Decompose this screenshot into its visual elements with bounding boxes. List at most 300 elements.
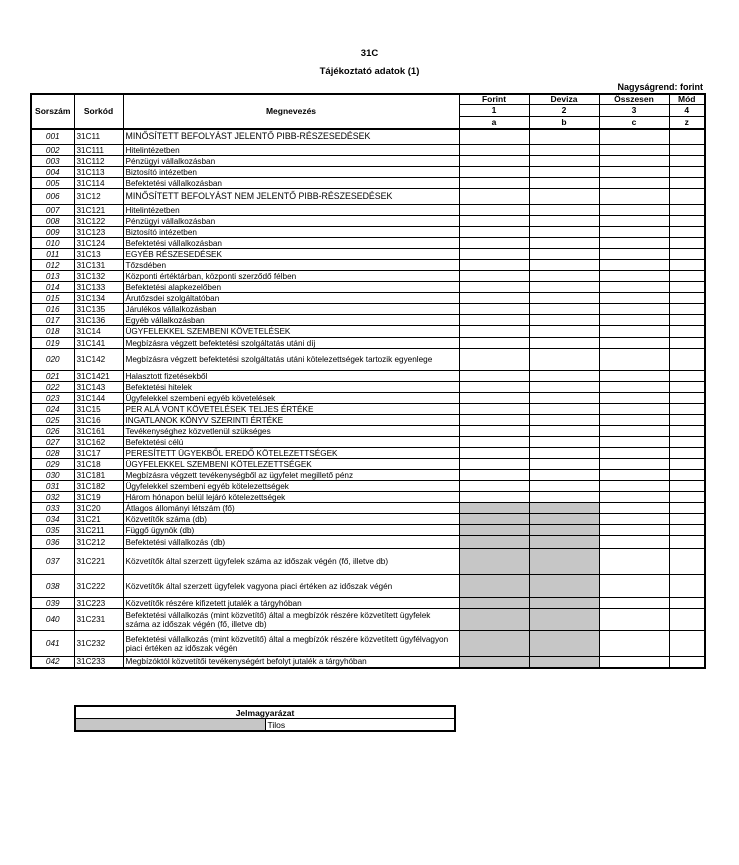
cell-mod[interactable] [669, 271, 705, 282]
cell-forint[interactable] [459, 315, 529, 326]
row-number: 033 [31, 503, 74, 514]
cell-deviza[interactable] [529, 609, 599, 631]
cell-mod[interactable] [669, 145, 705, 156]
cell-forint[interactable] [459, 459, 529, 470]
row-name: Közvetítők száma (db) [123, 514, 459, 525]
row-number: 019 [31, 338, 74, 349]
cell-osszesen[interactable] [599, 338, 669, 349]
row-code: 31C132 [74, 271, 123, 282]
cell-forint[interactable] [459, 426, 529, 437]
table-row [31, 503, 705, 514]
cell-mod[interactable] [669, 657, 705, 668]
cell-osszesen[interactable] [599, 282, 669, 293]
cell-forint[interactable] [459, 304, 529, 315]
cell-deviza[interactable] [529, 514, 599, 525]
cell-forint[interactable] [459, 549, 529, 575]
cell-osszesen[interactable] [599, 657, 669, 668]
cell-mod[interactable] [669, 492, 705, 503]
row-code: 31C142 [74, 349, 123, 371]
table-row [31, 382, 705, 393]
row-number: 002 [31, 145, 74, 156]
row-code: 31C15 [74, 404, 123, 415]
row-name: Közvetítők által szerzett ügyfelek száma az időszak végén (fő, illetve db) [123, 549, 459, 575]
cell-deviza[interactable] [529, 631, 599, 657]
cell-osszesen[interactable] [599, 598, 669, 609]
row-name: MINŐSÍTETT BEFOLYÁST JELENTŐ PIBB-RÉSZESEDÉSEK [123, 129, 459, 145]
header-mod: Mód [669, 94, 705, 105]
cell-osszesen[interactable] [599, 260, 669, 271]
cell-forint[interactable] [459, 129, 529, 145]
cell-forint[interactable] [459, 145, 529, 156]
cell-forint[interactable] [459, 415, 529, 426]
data-table [30, 93, 706, 669]
row-code: 31C121 [74, 205, 123, 216]
table-row [31, 304, 705, 315]
row-number: 023 [31, 393, 74, 404]
row-name: Közvetítők részére kifizetett jutalék a tárgyhóban [123, 598, 459, 609]
table-row [31, 249, 705, 260]
header-num-2: 2 [529, 105, 599, 117]
cell-deviza[interactable] [529, 167, 599, 178]
cell-mod[interactable] [669, 404, 705, 415]
cell-mod[interactable] [669, 189, 705, 205]
row-name: Befektetési vállalkozásban [123, 238, 459, 249]
cell-mod[interactable] [669, 167, 705, 178]
cell-mod[interactable] [669, 481, 705, 492]
cell-forint[interactable] [459, 514, 529, 525]
header-num-4: 4 [669, 105, 705, 117]
cell-osszesen[interactable] [599, 271, 669, 282]
cell-osszesen[interactable] [599, 129, 669, 145]
row-code: 31C141 [74, 338, 123, 349]
cell-osszesen[interactable] [599, 631, 669, 657]
cell-deviza[interactable] [529, 349, 599, 371]
row-number: 036 [31, 536, 74, 549]
cell-mod[interactable] [669, 470, 705, 481]
row-name: ÜGYFELEKKEL SZEMBENI KÖTELEZETTSÉGEK [123, 459, 459, 470]
cell-deviza[interactable] [529, 156, 599, 167]
header-num-1: 1 [459, 105, 529, 117]
row-name: Hitelintézetben [123, 145, 459, 156]
row-code: 31C222 [74, 575, 123, 598]
cell-mod[interactable] [669, 371, 705, 382]
cell-forint[interactable] [459, 382, 529, 393]
cell-mod[interactable] [669, 129, 705, 145]
cell-osszesen[interactable] [599, 249, 669, 260]
row-code: 31C135 [74, 304, 123, 315]
cell-mod[interactable] [669, 260, 705, 271]
cell-mod[interactable] [669, 227, 705, 238]
row-number: 039 [31, 598, 74, 609]
row-code: 31C112 [74, 156, 123, 167]
cell-deviza[interactable] [529, 598, 599, 609]
row-code: 31C162 [74, 437, 123, 448]
table-row [31, 293, 705, 304]
cell-forint[interactable] [459, 536, 529, 549]
header-letter-a: a [459, 117, 529, 129]
cell-deviza[interactable] [529, 437, 599, 448]
row-number: 015 [31, 293, 74, 304]
cell-mod[interactable] [669, 598, 705, 609]
table-row [31, 549, 705, 575]
cell-forint[interactable] [459, 260, 529, 271]
cell-deviza[interactable] [529, 304, 599, 315]
cell-osszesen[interactable] [599, 304, 669, 315]
cell-deviza[interactable] [529, 271, 599, 282]
cell-deviza[interactable] [529, 536, 599, 549]
row-code: 31C124 [74, 238, 123, 249]
cell-forint[interactable] [459, 349, 529, 371]
cell-deviza[interactable] [529, 525, 599, 536]
cell-deviza[interactable] [529, 189, 599, 205]
cell-forint[interactable] [459, 371, 529, 382]
cell-deviza[interactable] [529, 129, 599, 145]
cell-deviza[interactable] [529, 459, 599, 470]
cell-mod[interactable] [669, 315, 705, 326]
cell-forint[interactable] [459, 238, 529, 249]
row-code: 31C144 [74, 393, 123, 404]
row-name: Pénzügyi vállalkozásban [123, 156, 459, 167]
header-sorkod: Sorkód [74, 94, 123, 129]
cell-forint[interactable] [459, 156, 529, 167]
table-row [31, 404, 705, 415]
row-name: Befektetési vállalkozásban [123, 178, 459, 189]
row-number: 009 [31, 227, 74, 238]
cell-osszesen[interactable] [599, 178, 669, 189]
row-name: Megbízóktól közvetítői tevékenységért befolyt jutalék a tárgyhóban [123, 657, 459, 668]
table-row [31, 631, 705, 657]
cell-osszesen[interactable] [599, 437, 669, 448]
cell-forint[interactable] [459, 167, 529, 178]
row-number: 004 [31, 167, 74, 178]
row-name: Halasztott fizetésekből [123, 371, 459, 382]
cell-mod[interactable] [669, 631, 705, 657]
header-deviza: Deviza [529, 94, 599, 105]
cell-deviza[interactable] [529, 145, 599, 156]
cell-deviza[interactable] [529, 338, 599, 349]
row-code: 31C114 [74, 178, 123, 189]
row-name: Biztosító intézetben [123, 227, 459, 238]
cell-forint[interactable] [459, 189, 529, 205]
row-number: 029 [31, 459, 74, 470]
row-code: 31C122 [74, 216, 123, 227]
table-row [31, 437, 705, 448]
cell-osszesen[interactable] [599, 145, 669, 156]
cell-deviza[interactable] [529, 415, 599, 426]
cell-forint[interactable] [459, 282, 529, 293]
cell-osszesen[interactable] [599, 525, 669, 536]
cell-osszesen[interactable] [599, 293, 669, 304]
cell-deviza[interactable] [529, 282, 599, 293]
row-name: MINŐSÍTETT BEFOLYÁST NEM JELENTŐ PIBB-RÉSZESEDÉSEK [123, 189, 459, 205]
row-name: Tőzsdében [123, 260, 459, 271]
cell-mod[interactable] [669, 349, 705, 371]
cell-mod[interactable] [669, 338, 705, 349]
cell-mod[interactable] [669, 448, 705, 459]
header-osszesen: Összesen [599, 94, 669, 105]
cell-forint[interactable] [459, 609, 529, 631]
row-number: 007 [31, 205, 74, 216]
cell-mod[interactable] [669, 609, 705, 631]
row-name: Megbízásra végzett befektetési szolgáltatás utáni kötelezettségek tartozik egyenlege [123, 349, 459, 371]
cell-deviza[interactable] [529, 315, 599, 326]
table-body [31, 129, 705, 668]
cell-forint[interactable] [459, 271, 529, 282]
row-code: 31C13 [74, 249, 123, 260]
row-number: 011 [31, 249, 74, 260]
row-number: 030 [31, 470, 74, 481]
legend-forbidden-swatch [75, 719, 265, 732]
legend [74, 705, 456, 732]
cell-deviza[interactable] [529, 178, 599, 189]
cell-osszesen[interactable] [599, 227, 669, 238]
cell-mod[interactable] [669, 326, 705, 338]
row-code: 31C12 [74, 189, 123, 205]
cell-forint[interactable] [459, 393, 529, 404]
cell-forint[interactable] [459, 178, 529, 189]
cell-deviza[interactable] [529, 404, 599, 415]
row-number: 032 [31, 492, 74, 503]
row-code: 31C232 [74, 631, 123, 657]
cell-mod[interactable] [669, 536, 705, 549]
cell-forint[interactable] [459, 404, 529, 415]
table-row [31, 189, 705, 205]
cell-deviza[interactable] [529, 371, 599, 382]
cell-mod[interactable] [669, 514, 705, 525]
cell-osszesen[interactable] [599, 205, 669, 216]
table-row [31, 167, 705, 178]
cell-osszesen[interactable] [599, 167, 669, 178]
cell-mod[interactable] [669, 238, 705, 249]
cell-mod[interactable] [669, 293, 705, 304]
row-number: 042 [31, 657, 74, 668]
row-code: 31C136 [74, 315, 123, 326]
table-row [31, 598, 705, 609]
cell-deviza[interactable] [529, 227, 599, 238]
cell-forint[interactable] [459, 631, 529, 657]
cell-osszesen[interactable] [599, 349, 669, 371]
cell-mod[interactable] [669, 437, 705, 448]
table-row [31, 514, 705, 525]
row-code: 31C20 [74, 503, 123, 514]
cell-forint[interactable] [459, 326, 529, 338]
cell-deviza[interactable] [529, 549, 599, 575]
row-code: 31C211 [74, 525, 123, 536]
cell-deviza[interactable] [529, 393, 599, 404]
cell-mod[interactable] [669, 525, 705, 536]
cell-deviza[interactable] [529, 205, 599, 216]
row-number: 028 [31, 448, 74, 459]
cell-forint[interactable] [459, 448, 529, 459]
cell-forint[interactable] [459, 598, 529, 609]
row-number: 027 [31, 437, 74, 448]
cell-deviza[interactable] [529, 238, 599, 249]
row-name: Ügyfelekkel szembeni egyéb kötelezettségek [123, 481, 459, 492]
table-row [31, 470, 705, 481]
cell-forint[interactable] [459, 338, 529, 349]
cell-deviza[interactable] [529, 481, 599, 492]
row-number: 012 [31, 260, 74, 271]
cell-forint[interactable] [459, 249, 529, 260]
cell-mod[interactable] [669, 382, 705, 393]
header-sorszam: Sorszám [31, 94, 74, 129]
cell-osszesen[interactable] [599, 371, 669, 382]
cell-osszesen[interactable] [599, 315, 669, 326]
cell-deviza[interactable] [529, 575, 599, 598]
cell-mod[interactable] [669, 156, 705, 167]
table-row [31, 156, 705, 167]
cell-deviza[interactable] [529, 326, 599, 338]
cell-mod[interactable] [669, 282, 705, 293]
cell-mod[interactable] [669, 178, 705, 189]
table-row [31, 371, 705, 382]
row-name: Egyéb vállalkozásban [123, 315, 459, 326]
cell-osszesen[interactable] [599, 575, 669, 598]
row-number: 010 [31, 238, 74, 249]
cell-deviza[interactable] [529, 492, 599, 503]
cell-osszesen[interactable] [599, 514, 669, 525]
cell-forint[interactable] [459, 525, 529, 536]
row-name: Árutőzsdei szolgáltatóban [123, 293, 459, 304]
legend-forbidden-label: Tilos [265, 719, 455, 732]
cell-osszesen[interactable] [599, 536, 669, 549]
cell-osszesen[interactable] [599, 470, 669, 481]
cell-deviza[interactable] [529, 382, 599, 393]
table-row [31, 178, 705, 189]
row-number: 041 [31, 631, 74, 657]
cell-forint[interactable] [459, 205, 529, 216]
cell-osszesen[interactable] [599, 393, 669, 404]
cell-mod[interactable] [669, 205, 705, 216]
cell-deviza[interactable] [529, 260, 599, 271]
row-number: 016 [31, 304, 74, 315]
cell-osszesen[interactable] [599, 326, 669, 338]
cell-osszesen[interactable] [599, 549, 669, 575]
row-name: Ügyfelekkel szembeni egyéb követelések [123, 393, 459, 404]
row-number: 020 [31, 349, 74, 371]
cell-osszesen[interactable] [599, 238, 669, 249]
cell-deviza[interactable] [529, 503, 599, 514]
row-name: EGYÉB RÉSZESEDÉSEK [123, 249, 459, 260]
legend-title: Jelmagyarázat [75, 706, 455, 719]
table-row [31, 205, 705, 216]
table-row [31, 459, 705, 470]
cell-mod[interactable] [669, 549, 705, 575]
row-number: 034 [31, 514, 74, 525]
row-number: 024 [31, 404, 74, 415]
row-number: 035 [31, 525, 74, 536]
cell-mod[interactable] [669, 426, 705, 437]
row-number: 031 [31, 481, 74, 492]
cell-deviza[interactable] [529, 249, 599, 260]
row-name: Járulékos vállalkozásban [123, 304, 459, 315]
row-code: 31C16 [74, 415, 123, 426]
row-number: 014 [31, 282, 74, 293]
row-name: Biztosító intézetben [123, 167, 459, 178]
table-row [31, 609, 705, 631]
row-number: 006 [31, 189, 74, 205]
row-number: 003 [31, 156, 74, 167]
table-row [31, 426, 705, 437]
cell-deviza[interactable] [529, 448, 599, 459]
row-code: 31C134 [74, 293, 123, 304]
cell-deviza[interactable] [529, 657, 599, 668]
row-name: INGATLANOK KÖNYV SZERINTI ÉRTÉKE [123, 415, 459, 426]
cell-mod[interactable] [669, 216, 705, 227]
row-number: 013 [31, 271, 74, 282]
row-name: Befektetési hitelek [123, 382, 459, 393]
cell-mod[interactable] [669, 415, 705, 426]
row-code: 31C233 [74, 657, 123, 668]
cell-mod[interactable] [669, 304, 705, 315]
table-row [31, 129, 705, 145]
table-row [31, 525, 705, 536]
cell-osszesen[interactable] [599, 156, 669, 167]
cell-forint[interactable] [459, 492, 529, 503]
cell-osszesen[interactable] [599, 459, 669, 470]
table-row [31, 315, 705, 326]
cell-osszesen[interactable] [599, 492, 669, 503]
cell-osszesen[interactable] [599, 609, 669, 631]
cell-forint[interactable] [459, 227, 529, 238]
table-row [31, 282, 705, 293]
table-row [31, 326, 705, 338]
cell-forint[interactable] [459, 437, 529, 448]
row-code: 31C111 [74, 145, 123, 156]
cell-forint[interactable] [459, 216, 529, 227]
cell-forint[interactable] [459, 481, 529, 492]
table-row [31, 349, 705, 371]
cell-osszesen[interactable] [599, 426, 669, 437]
table-row [31, 145, 705, 156]
cell-forint[interactable] [459, 657, 529, 668]
cell-deviza[interactable] [529, 426, 599, 437]
cell-osszesen[interactable] [599, 448, 669, 459]
cell-osszesen[interactable] [599, 189, 669, 205]
cell-osszesen[interactable] [599, 415, 669, 426]
cell-deviza[interactable] [529, 293, 599, 304]
cell-mod[interactable] [669, 503, 705, 514]
cell-mod[interactable] [669, 393, 705, 404]
cell-mod[interactable] [669, 459, 705, 470]
cell-osszesen[interactable] [599, 382, 669, 393]
cell-deviza[interactable] [529, 470, 599, 481]
row-name: Befektetési célú [123, 437, 459, 448]
cell-osszesen[interactable] [599, 216, 669, 227]
row-code: 31C113 [74, 167, 123, 178]
row-code: 31C212 [74, 536, 123, 549]
table-row [31, 393, 705, 404]
cell-osszesen[interactable] [599, 481, 669, 492]
cell-mod[interactable] [669, 575, 705, 598]
row-code: 31C181 [74, 470, 123, 481]
row-code: 31C21 [74, 514, 123, 525]
cell-forint[interactable] [459, 470, 529, 481]
cell-forint[interactable] [459, 503, 529, 514]
cell-osszesen[interactable] [599, 503, 669, 514]
cell-mod[interactable] [669, 249, 705, 260]
cell-forint[interactable] [459, 575, 529, 598]
cell-forint[interactable] [459, 293, 529, 304]
row-name: Befektetési vállalkozás (mint közvetítő) által a megbízók részére közvetített ügyfélvagyon piaci értéken az időszak végén [123, 631, 459, 657]
row-name: ÜGYFELEKKEL SZEMBENI KÖVETELÉSEK [123, 326, 459, 338]
cell-deviza[interactable] [529, 216, 599, 227]
row-name: Átlagos állományi létszám (fő) [123, 503, 459, 514]
row-name: Hitelintézetben [123, 205, 459, 216]
table-row [31, 238, 705, 249]
cell-osszesen[interactable] [599, 404, 669, 415]
row-number: 017 [31, 315, 74, 326]
